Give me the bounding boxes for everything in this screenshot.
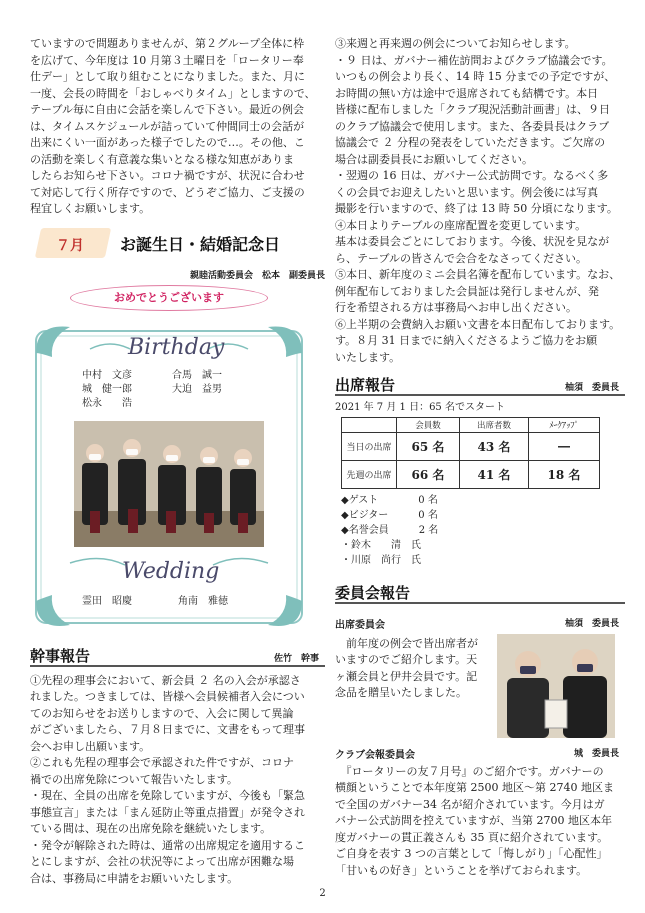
text-line: いますのでご紹介します。天 (335, 653, 478, 666)
committee-report-header (335, 582, 625, 604)
text-line: いたします。 (335, 350, 401, 364)
attendance-committee-author: 柚須 委員長 (564, 618, 619, 629)
attendance-extra-list (341, 493, 625, 568)
section-divider (335, 602, 625, 604)
text-line: てのお知らせをお送りしますので、入会に関して異論 (30, 706, 294, 720)
text-line: で全国のガバナー34 名が紹介されています。今月はガ (335, 797, 605, 811)
text-line: ⑤本日、新年度のミニ会員名簿を配布しています。なお、 (335, 268, 621, 281)
row-label: 当日の出席 (342, 432, 397, 460)
table-header (342, 417, 397, 432)
text-line: 「甘いもの好き」ということを挙げておられます。 (335, 863, 588, 877)
attendance-report-author: 柚須 委員長 (564, 383, 619, 393)
attendance-committee-text (335, 636, 495, 702)
attendance-report-title: 出席報告 (335, 376, 396, 394)
text-line: いつもの例会より長く、14 時 15 分までの予定ですが、 (335, 70, 616, 83)
text-line: したらお知らせ下さい。コロナ禍ですが、状況に合わせ (30, 169, 305, 182)
left-column (30, 36, 325, 887)
text-line: ・発令が解除された時は、通常の出席規定を適用するこ (30, 838, 305, 852)
section-divider (30, 665, 325, 667)
celebration-committee: 親睦活動委員会 松本 副委員長 (189, 270, 325, 281)
text-line: す。８月 31 日までに納入くださるようご協力をお願 (335, 334, 598, 347)
page-number: 2 (319, 888, 326, 899)
row-label: 先週の出席 (342, 460, 397, 488)
text-line: がございましたら、７月８日までに、文書をもって理事 (30, 723, 305, 736)
text-line: 基本は委員会ごとにしております。今後、状況を見なが (335, 235, 610, 248)
congrats-ribbon: おめでとうございます (70, 285, 268, 311)
text-line: ④本日よりテーブルの座席配置を変更しています。 (335, 218, 587, 232)
makeup-cell: 18 名 (529, 460, 600, 488)
wedding-names-col2 (178, 595, 258, 609)
text-line: 出来にくい一面があった様子でしたので…。その他、こ (30, 136, 305, 149)
attendance-committee-name: 出席委員会 (335, 619, 385, 631)
text-line: のクラブ協議会で使用します。また、各委員長はクラブ (335, 119, 610, 133)
committee-report-title: 委員会報告 (335, 583, 411, 602)
text-line: ①先程の理事会において、新会員 ２ 名の入会が承認さ (30, 673, 301, 687)
celebration-header (30, 228, 325, 264)
table-row (342, 432, 600, 460)
name: 中村 文彦 (82, 369, 132, 381)
list-item: ・鈴木 清 氏 (341, 539, 421, 551)
kanji-report-author: 佐竹 幹事 (273, 653, 319, 664)
text-line: 撮影を行いますので、終了は 13 時 50 分頃になります。 (335, 202, 618, 215)
name: 大迫 益男 (172, 383, 222, 395)
intro-paragraph (30, 36, 325, 218)
text-line: ⑥上半期の会費納入お願い文書を本日配布しております。 (335, 317, 621, 331)
text-line: ・翌週の 16 日は、ガバナー公式訪問です。なるべく多 (335, 169, 609, 182)
text-line: ら、テーブルの皆さんで会合をなさってください。 (335, 251, 588, 265)
bulletin-committee-name: クラブ会報委員会 (335, 749, 415, 761)
table-header: 会員数 (397, 417, 460, 432)
text-line: ②これも先程の理事会で承認された件ですが、コロナ (30, 756, 294, 769)
text-line: ている間は、現在の出席免除を継続いたします。 (30, 822, 272, 835)
committee-photo (497, 634, 615, 738)
text-line: 念品を贈呈いたしました。 (335, 686, 467, 699)
text-line: 会へお申し出願います。 (30, 739, 151, 753)
text-line: 協議会で ２ 分程の発表をしていただきます。ご欠席の (335, 136, 606, 149)
text-line: 事態宣言」または「まん延防止等重点措置」が発令され (30, 805, 305, 819)
text-line: を広げて、今年度は 10 月第３土曜日を「ロータリー奉 (30, 53, 304, 67)
text-line: 『ロータリーの友７月号』のご紹介です。ガバナーの (335, 764, 604, 778)
name: 角南 雅徳 (178, 595, 228, 607)
table-header-row (342, 417, 600, 432)
name: 霊田 昭慶 (82, 595, 132, 607)
bulletin-committee-header (335, 746, 625, 762)
month-badge: ７月 (56, 237, 84, 254)
right-column (335, 36, 625, 879)
wedding-names-col1 (82, 595, 162, 609)
text-line: て対応して行く所存ですので、どうぞご協力、ご支援の (30, 185, 305, 199)
text-line: くの会員でお迎えしたいと思います。例会後には写真 (335, 185, 599, 199)
list-item: ・川原 尚行 氏 (341, 554, 421, 566)
members-cell: 66 名 (397, 460, 460, 488)
birthday-names-col2 (172, 369, 252, 397)
celebration-frame (30, 313, 308, 635)
kanji-report-header (30, 645, 325, 667)
text-line: は、タイムスケジュールが詰っていて仲間同士の会話が (30, 119, 305, 133)
text-line: 度ガバナーの貫正義さんも 35 頁に紹介されています。 (335, 830, 609, 844)
section-divider (335, 394, 625, 396)
text-line: お時間の無い方は途中で退席されても結構です。本日 (335, 86, 599, 100)
attend-cell: 41 名 (460, 460, 529, 488)
table-header: ﾒｰｸｱｯﾌﾟ (529, 417, 600, 432)
attendance-committee-header (335, 616, 625, 632)
attendance-date-line: 2021 年 7 月 1 日：65 名でスタート (335, 402, 505, 413)
text-line: 場合は副委員長にお願いしてください。 (335, 152, 533, 166)
text-line: バナー公式訪問を控えていますが、当第 2700 地区本年 (335, 814, 612, 827)
bulletin-committee-author: 城 委員長 (573, 748, 619, 759)
wedding-script: Wedding (122, 558, 220, 584)
text-line: ヶ瀬会員と伊井会員です。記 (335, 669, 478, 683)
kanji-report-body (30, 673, 325, 888)
name: 城 健一郎 (82, 383, 132, 395)
text-line: 仕デー」として取り組むことになりました。また、月に (30, 70, 305, 83)
table-row (342, 460, 600, 488)
members-cell: 65 名 (397, 432, 460, 460)
text-line: の活動を楽しく有意義な集いとなる様な知恵がありま (30, 152, 294, 166)
bulletin-committee-body (335, 764, 625, 880)
makeup-cell: ― (529, 432, 600, 460)
name: 松永 浩 (82, 397, 132, 409)
celebration-title: お誕生日・結婚記念日 (120, 234, 281, 254)
text-line: 合は、事務局に申請をお願いいたします。 (30, 871, 239, 885)
attend-cell: 43 名 (460, 432, 529, 460)
text-line: ③来週と再来週の例会についてお知らせします。 (335, 37, 576, 50)
text-line: ・９ 日は、ガバナー補佐訪問およびクラブ協議会です。 (335, 53, 613, 67)
text-line: ていますので問題ありませんが、第２グループ全体に枠 (30, 37, 305, 50)
kanji-report-title: 幹事報告 (30, 646, 91, 665)
text-line: とにしますが、会社の状況等によって出席が困難な場 (30, 855, 294, 868)
list-item: ◆ビジター 0 名 (341, 509, 438, 521)
text-line: テーブル毎に自由に会話を楽しんで下さい。最近の例会 (30, 103, 305, 116)
text-line: 皆様に配布しました「クラブ現況活動計画書」は、９日 (335, 103, 610, 116)
text-line: 程宜しくお願いします。 (30, 202, 151, 215)
birthday-names-col1 (82, 369, 162, 411)
text-line: ・現在、全員の出席を免除していますが、今後も「緊急 (30, 789, 305, 802)
attendance-report-header (335, 374, 625, 396)
text-line: ご自身を表す 3 つの言葉として「悔しがり」「心配性」 (335, 847, 608, 860)
text-line: 前年度の例会で皆出席者が (335, 636, 478, 650)
attendance-table (341, 417, 600, 489)
birthday-script: Birthday (128, 334, 225, 360)
celebration-photo (74, 421, 264, 547)
text-line: 例年配布しておりました会員証は発行しませんが、発 (335, 284, 599, 298)
text-line: 一度、会長の時間を「おしゃべりタイム」としますので、 (30, 86, 316, 100)
attendance-committee-body (335, 636, 625, 740)
text-line: 行を希望される方は事務局へお申し出ください。 (335, 301, 577, 314)
list-item: ◆名誉会員 2 名 (341, 524, 439, 536)
text-line: れました。つきましては、皆様へ会員候補者入会につい (30, 690, 305, 703)
announcements (335, 36, 625, 366)
name: 合馬 誠一 (172, 369, 222, 381)
text-line: 横顔ということで本年度第 2500 地区～第 2740 地区ま (335, 781, 614, 794)
text-line: 禍での出席免除について報告いたします。 (30, 772, 238, 786)
table-header: 出席者数 (460, 417, 529, 432)
list-item: ◆ゲスト 0 名 (341, 494, 438, 506)
